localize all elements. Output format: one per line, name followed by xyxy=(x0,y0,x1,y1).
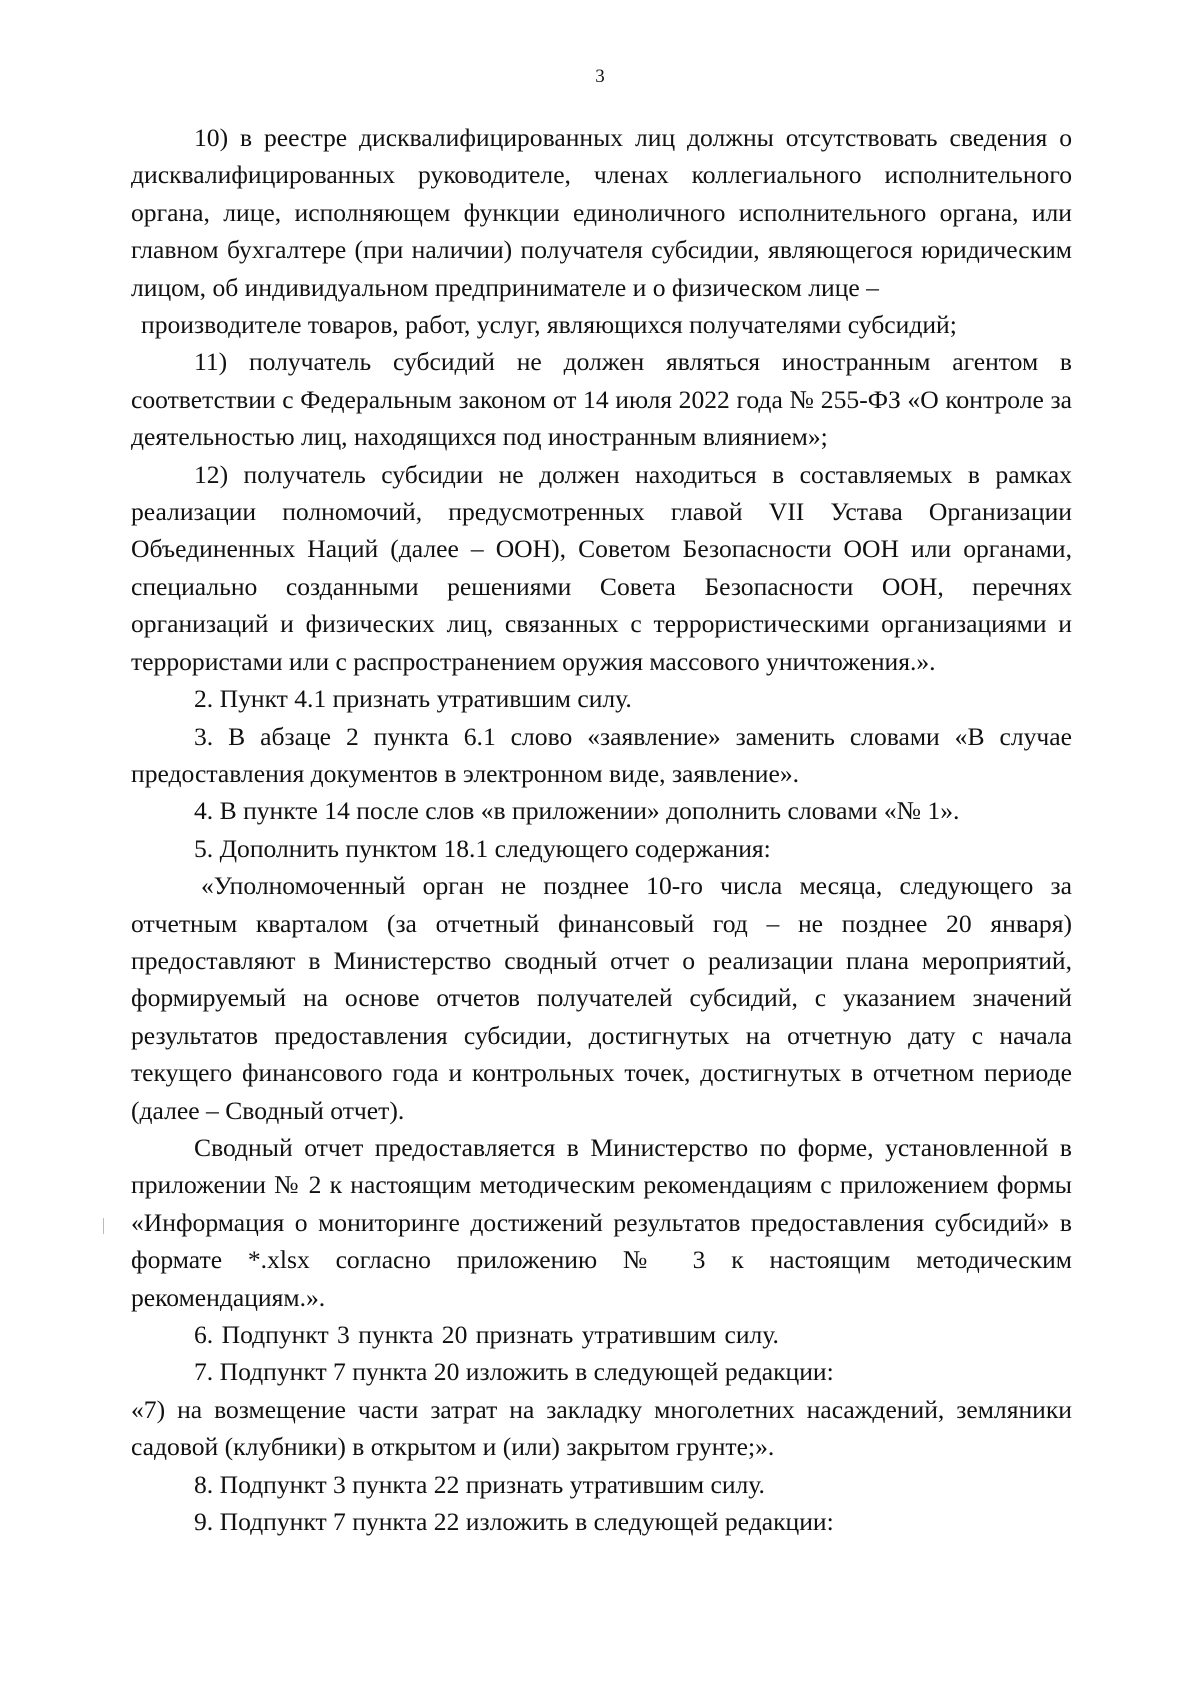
scan-margin-mark xyxy=(103,1218,104,1234)
paragraph-item-11: 11) получатель субсидий не должен являться иностранным агентом в соответствии с Федеральным законом от 14 июля 2022 года № 255-ФЗ «О контроле за деятельностью лиц, находящихся под иностранным влиянием»; xyxy=(131,347,1072,452)
paragraph-item-10: 10) в реестре дисквалифицированных лиц должны отсутствовать сведения о дисквалифицированных руководителе, членах коллегиального исполнительного органа, лице, исполняющем функции единоличного исполнительного органа, или главном бухгалтере (при наличии) получателя субсидии, являющегося юридическим лицом, об индивидуальном предпринимателе и о физическом лице – xyxy=(131,123,1072,302)
paragraph-item-10-continuation: производителе товаров, работ, услуг, являющихся получателями субсидий; xyxy=(141,310,957,340)
paragraph-amendment-9: 9. Подпункт 7 пункта 22 изложить в следующей редакции: xyxy=(194,1507,834,1537)
paragraph-amendment-8: 8. Подпункт 3 пункта 22 признать утратившим силу. xyxy=(194,1469,765,1499)
document-body xyxy=(131,119,1072,1540)
paragraph-amendment-5: 5. Дополнить пунктом 18.1 следующего содержания: xyxy=(194,833,771,863)
paragraph-amendment-6: 6. Подпункт 3 пункта 20 признать утратившим силу. xyxy=(194,1320,779,1349)
paragraph-amendment-7-quote: «7) на возмещение части затрат на закладку многолетних насаждений, земляники садовой (клубники) в открытом и (или) закрытом грунте;». xyxy=(131,1394,1072,1462)
paragraph-amendment-3: 3. В абзаце 2 пункта 6.1 слово «заявление» заменить словами «В случае предоставления документов в электронном виде, заявление». xyxy=(131,721,1072,788)
paragraph-amendment-7: 7. Подпункт 7 пункта 20 изложить в следующей редакции: xyxy=(194,1357,834,1387)
paragraph-amendment-4: 4. В пункте 14 после слов «в приложении» дополнить словами «№ 1». xyxy=(194,796,960,826)
paragraph-amendment-5-summary-report: Сводный отчет предоставляется в Министерство по форме, установленной в приложении № 2 к настоящим методическим рекомендациям с приложением формы «Информация о мониторинге достижений результатов предоставления субсидий» в формате *.xlsx согласно приложению № 3 к настоящим методическим рекомендациям.». xyxy=(131,1132,1072,1312)
paragraph-amendment-5-quote: «Уполномоченный орган не позднее 10-го числа месяца, следующего за отчетным кварталом (за отчетный финансовый год – не позднее 20 января) предоставляют в Министерство сводный отчет о реализации плана мероприятий, формируемый на основе отчетов получателей субсидий, с указанием значений результатов предоставления субсидии, достигнутых на отчетную дату с начала текущего финансового года и контрольных точек, достигнутых в отчетном периоде (далее – Сводный отчет). xyxy=(131,871,1072,1125)
page-number: 3 xyxy=(595,66,605,87)
paragraph-item-12: 12) получатель субсидии не должен находиться в составляемых в рамках реализации полномочий, предусмотренных главой VII Устава Организации Объединенных Наций (далее – ООН), Советом Безопасности ООН или органами, специально созданными решениями Совета Безопасности ООН, перечнях организаций и физических лиц, связанных с террористическими организациями и террористами или с распространением оружия массового уничтожения.». xyxy=(131,459,1072,676)
paragraph-amendment-2: 2. Пункт 4.1 признать утратившим силу. xyxy=(194,684,632,714)
